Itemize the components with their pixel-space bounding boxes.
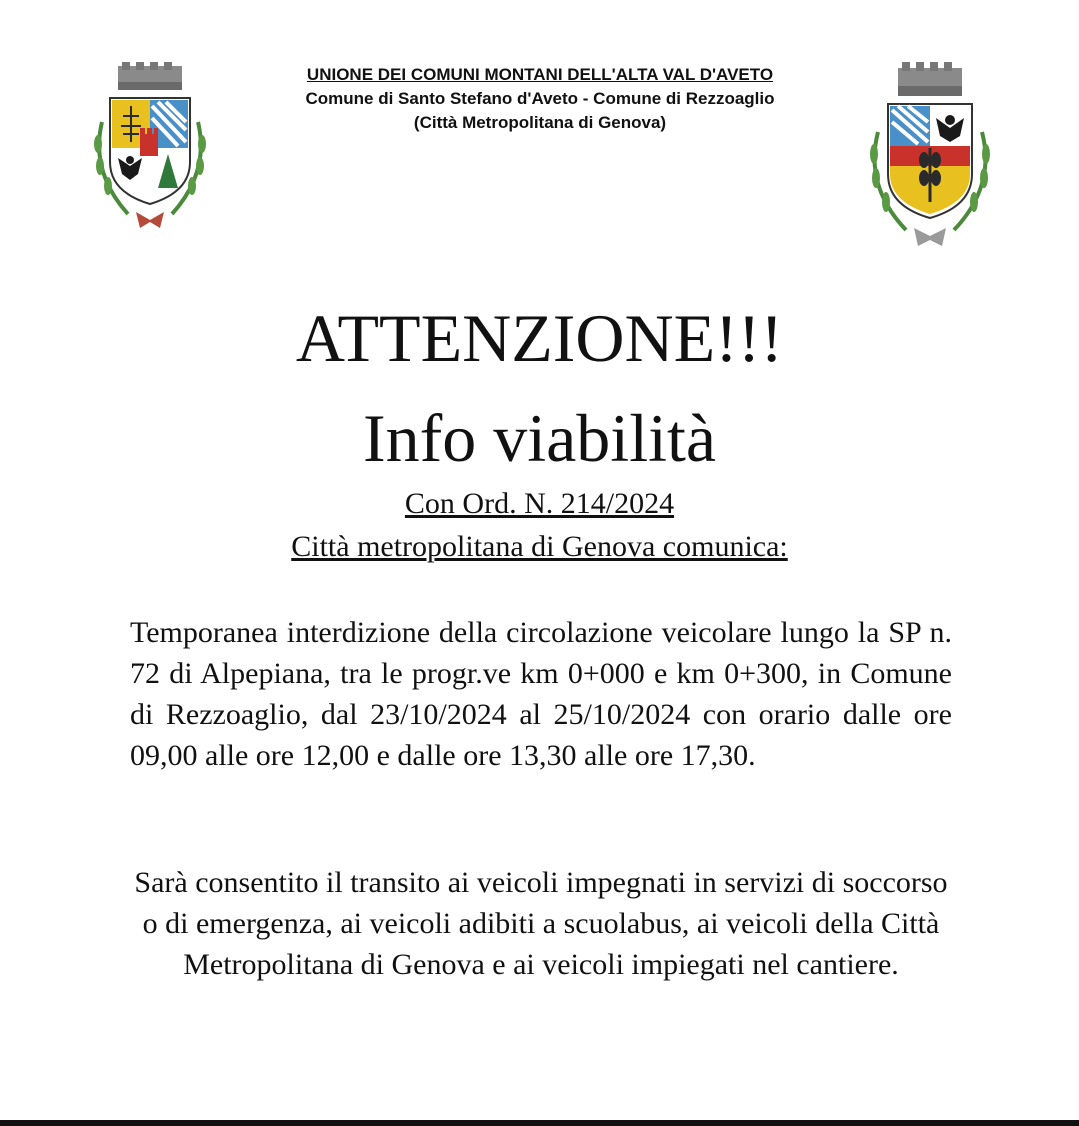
coat-of-arms-right-icon [862, 62, 997, 252]
union-name: UNIONE DEI COMUNI MONTANI DELL'ALTA VAL D'AVETO [306, 65, 774, 84]
closure-paragraph: Temporanea interdizione della circolazione veicolare lungo la SP n. 72 di Alpepiana, tra le progr.ve km 0+000 e km 0+300, in Comune di Rezzoaglio, dal 23/10/2024 al 25/10/2024 con orario dalle ore 09,00 alle ore 12,00 e dalle ore 13,30 alle ore 17,30. [130, 616, 952, 772]
coat-of-arms-left-icon [88, 62, 213, 232]
notice-subtitle: Info viabilità [362, 400, 717, 476]
notice-title: ATTENZIONE!!! [295, 300, 784, 376]
letterhead [200, 63, 880, 135]
ordinance-announcer: Città metropolitana di Genova comunica: [291, 530, 788, 563]
metropolitan-city: (Città Metropolitana di Genova) [413, 113, 667, 132]
exemption-paragraph: Sarà consentito il transito ai veicoli impegnati in servizi di soccorso o di emergenza, ai veicoli adibiti a scuolabus, ai veicoli della Città Metropolitana di Genova e ai veicoli impiegati nel cantiere. [134, 866, 948, 981]
bottom-divider [0, 1120, 1079, 1126]
ordinance-number: Con Ord. N. 214/2024 [404, 487, 675, 520]
municipalities: Comune di Santo Stefano d'Aveto - Comune di Rezzoaglio [305, 89, 775, 108]
